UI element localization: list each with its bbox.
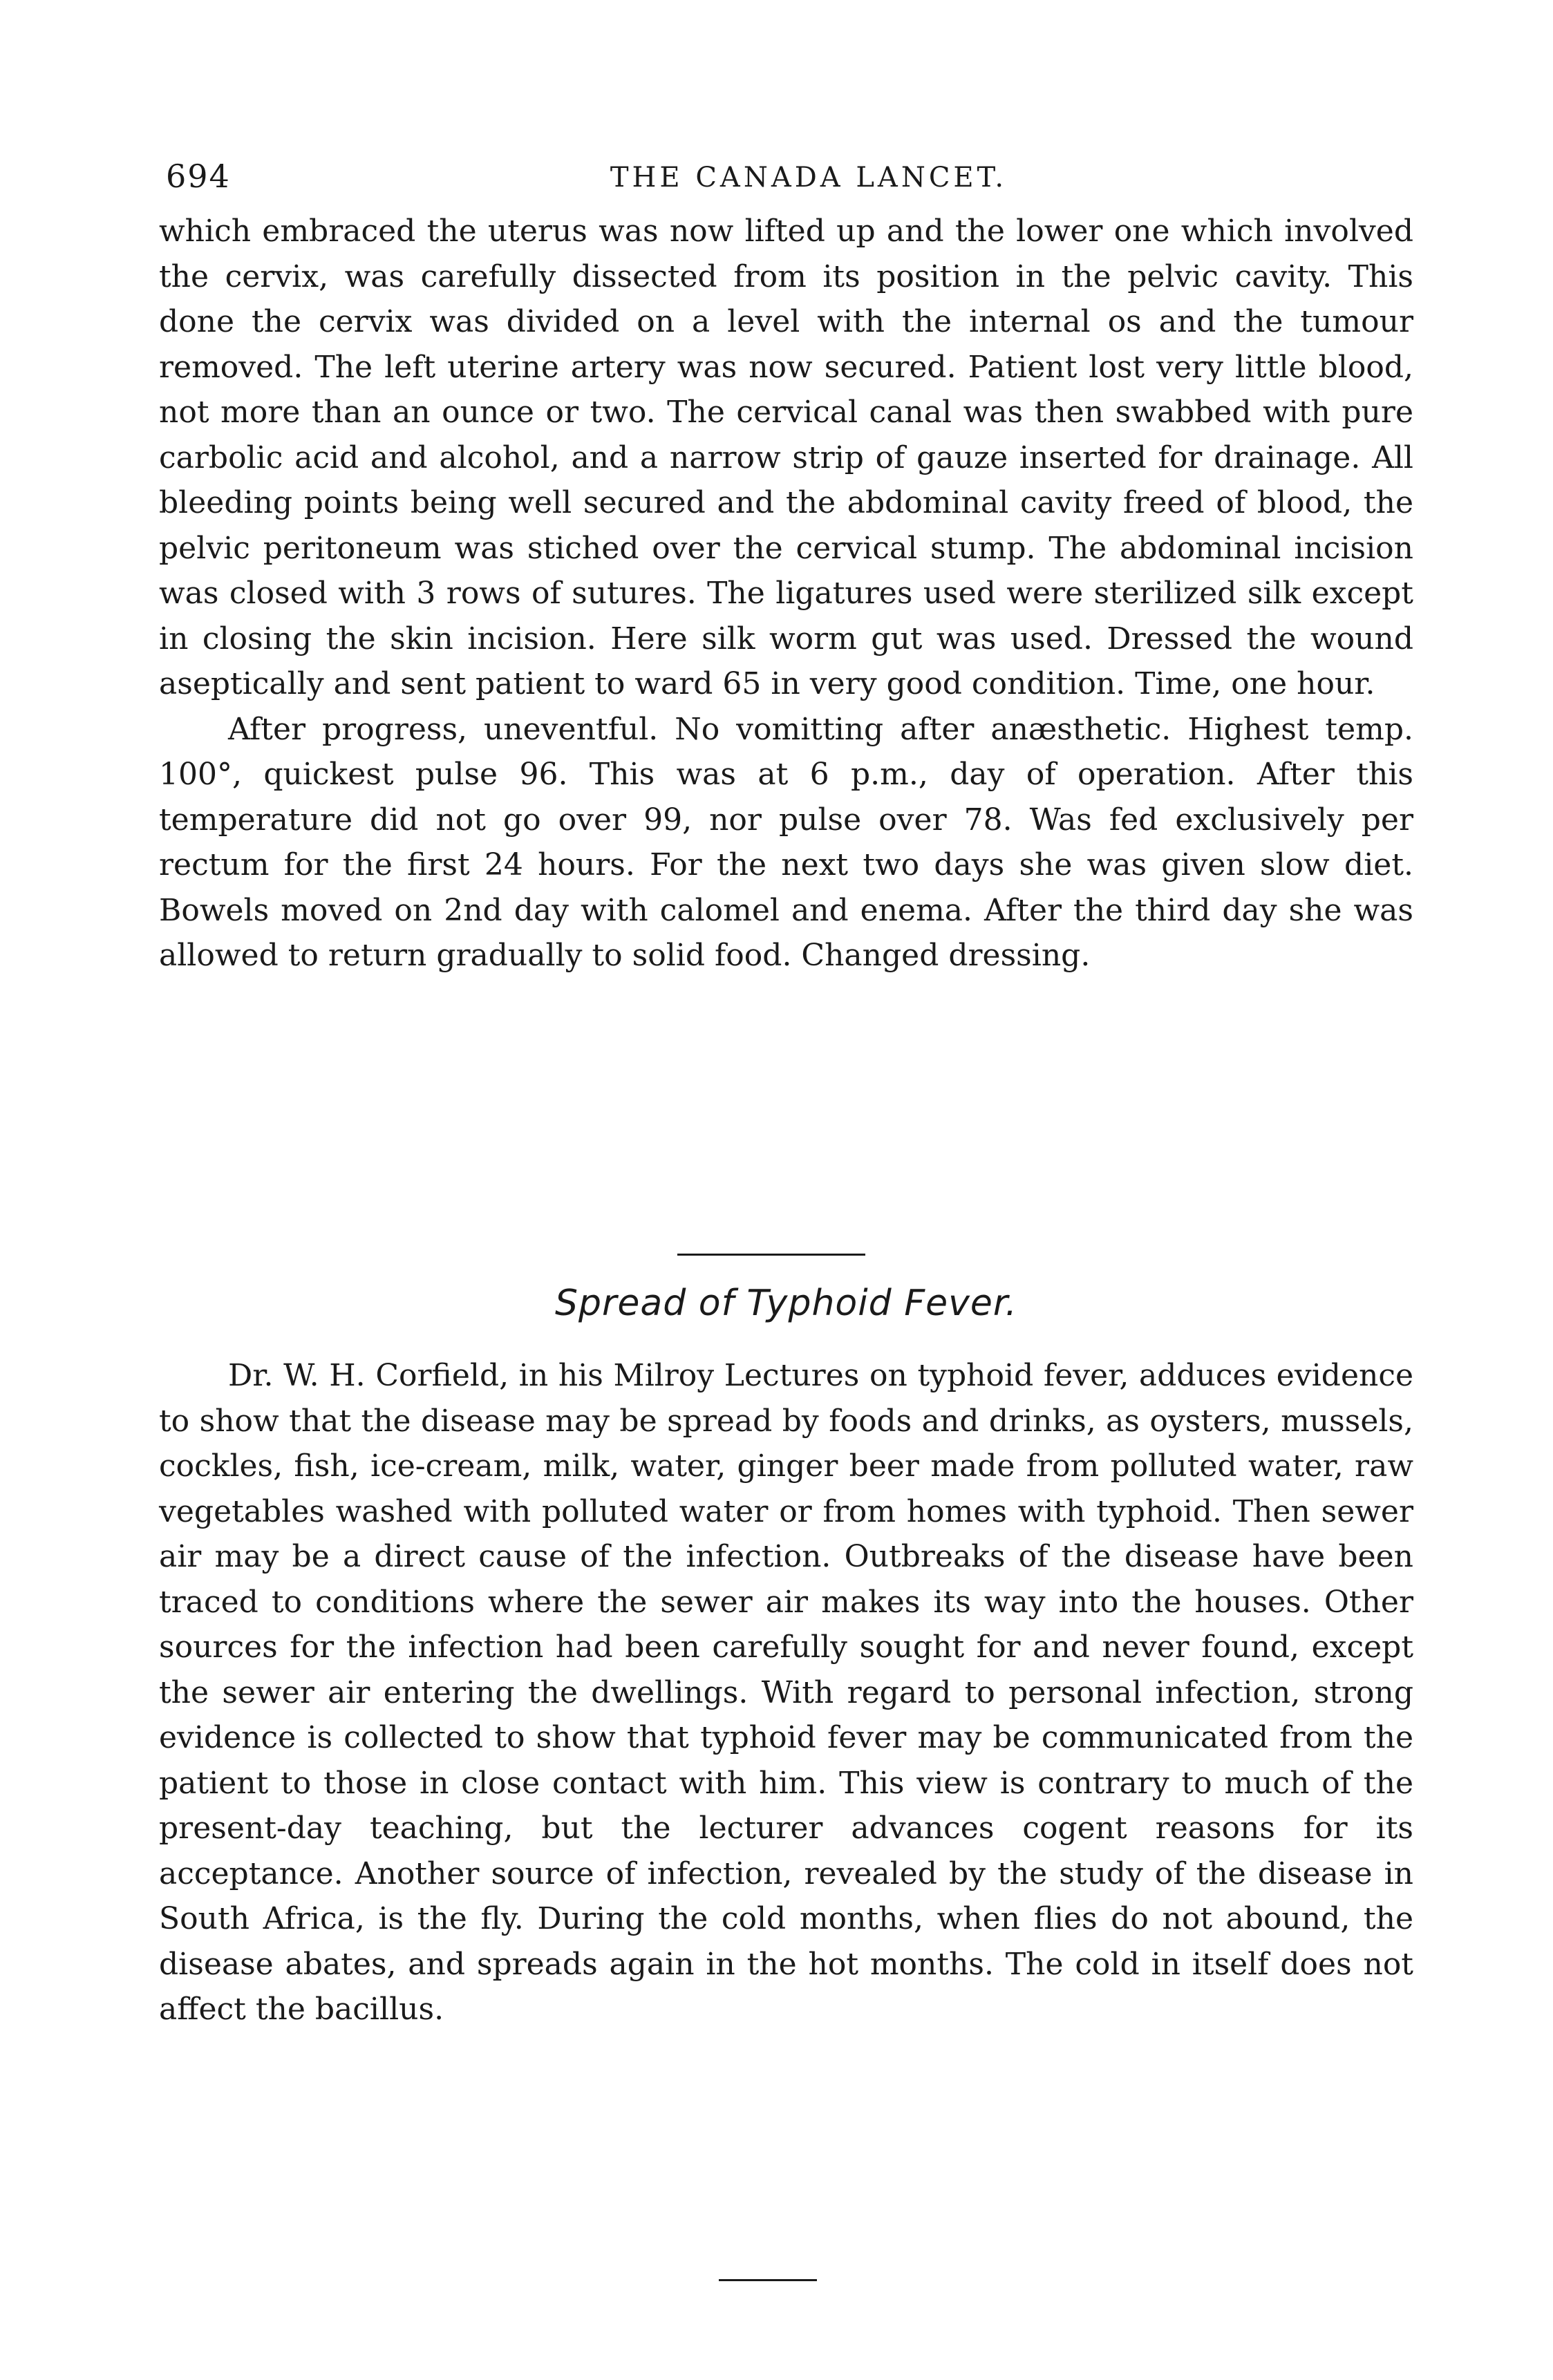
article-text	[159, 1353, 1413, 2032]
case-report-text	[159, 209, 1413, 979]
article-title: Spread of Typhoid Fever.	[554, 1283, 1018, 1324]
page-number: 694	[166, 158, 231, 195]
section-divider	[677, 1254, 865, 1256]
running-title: THE CANADA LANCET.	[610, 162, 1008, 193]
page-header	[166, 158, 1410, 213]
end-divider	[719, 2279, 817, 2281]
article-paragraph: Dr. W. H. Corfield, in his Milroy Lectures on typhoid fever, adduces evidence to show that the disease may be spread by foods and drinks, as oysters, mussels, cockles, fish, ice-cream, milk, water, ginger beer made from polluted water, raw vegetables washed with polluted water or from homes with typhoid. Then sewer air may be a direct cause of the infection. Outbreaks of the disease have been traced to conditions where the sewer air makes its way into the houses. Other sources for the infection had been carefully sought for and never found, except the sewer air entering the dwellings. With regard to personal infection, strong evidence is collected to show that typhoid fever may be communicated from the patient to those in close contact with him. This view is contrary to much of the present-day teaching, but the lecturer advances cogent reasons for its acceptance. Another source of infection, revealed by the study of the disease in South Africa, is the fly. During the cold months, when flies do not abound, the disease abates, and spreads again in the hot months. The cold in itself does not affect the bacillus.	[159, 1358, 1413, 2027]
case-report-paragraph: After progress, uneventful. No vomitting after anæsthetic. Highest temp. 100°, quickest pulse 96. This was at 6 p.m., day of operation. After this temperature did not go over 99, nor pulse over 78. Was fed exclusively per rectum for the first 24 hours. For the next two days she was given slow diet. Bowels moved on 2nd day with calomel and enema. After the third day she was allowed to return gradually to solid food. Changed dressing.	[159, 711, 1413, 973]
case-report-paragraph: which embraced the uterus was now lifted up and the lower one which involved the cervix, was carefully dissected from its position in the pelvic cavity. This done the cervix was divided on a level with the internal os and the tumour removed. The left uterine artery was now secured. Patient lost very little blood, not more than an ounce or two. The cervical canal was then swabbed with pure carbolic acid and alcohol, and a narrow strip of gauze inserted for drainage. All bleeding points being well secured and the abdominal cavity freed of blood, the pelvic peritoneum was stiched over the cervical stump. The abdominal incision was closed with 3 rows of sutures. The ligatures used were sterilized silk except in closing the skin incision. Here silk worm gut was used. Dressed the wound aseptically and sent patient to ward 65 in very good condition. Time, one hour.	[159, 214, 1413, 701]
